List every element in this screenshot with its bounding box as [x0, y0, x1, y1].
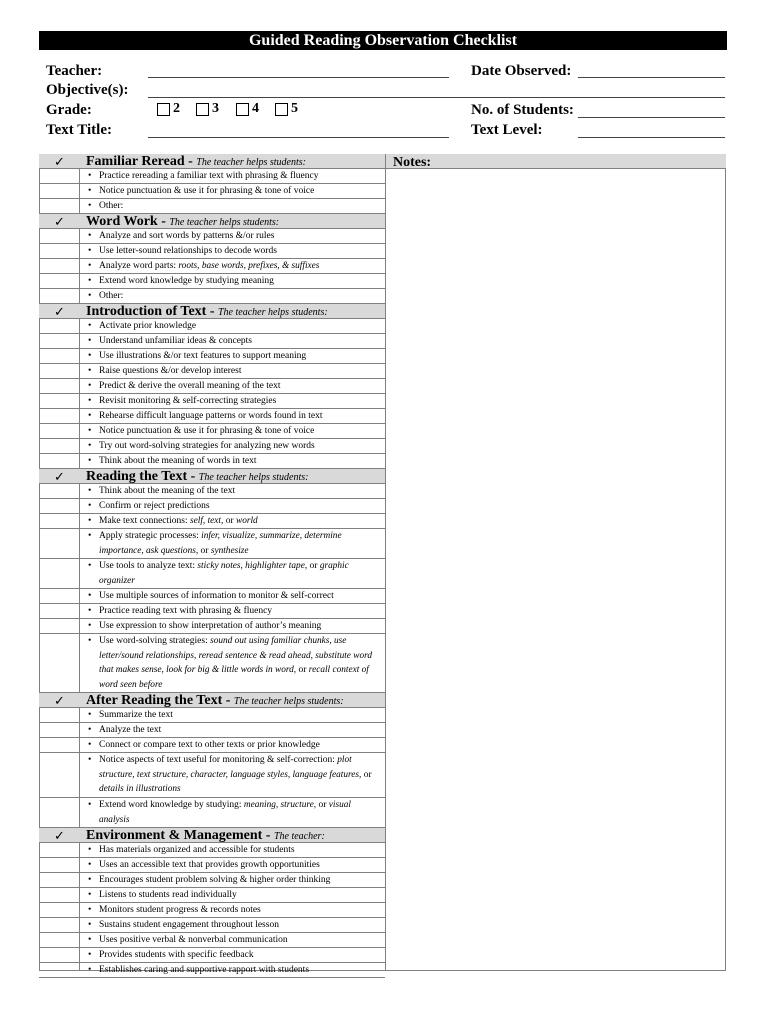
item-text: Rehearse difficult language patterns or words found in text	[99, 411, 323, 421]
bullet-icon: •	[88, 755, 92, 765]
item-text: Predict & derive the overall meaning of the text	[99, 381, 281, 391]
notes-header	[385, 154, 726, 169]
checklist-item[interactable]	[39, 559, 385, 589]
checklist-item[interactable]	[39, 229, 385, 244]
bullet-icon: •	[88, 276, 92, 286]
checklist-item[interactable]	[39, 199, 385, 214]
bullet-icon: •	[88, 800, 92, 810]
section-subtitle: The teacher helps students:	[169, 217, 280, 228]
section-title: After Reading the Text - The teacher helps students:	[86, 693, 344, 708]
item-text: Revisit monitoring & self-correcting strategies	[99, 396, 277, 406]
bullet-icon: •	[88, 860, 92, 870]
bullet-icon: •	[88, 950, 92, 960]
objective-label: Objective(s):	[46, 82, 129, 98]
checklist-item[interactable]	[39, 244, 385, 259]
section-title: Reading the Text - The teacher helps students:	[86, 469, 309, 484]
checklist-item[interactable]	[39, 499, 385, 514]
checklist-item[interactable]	[39, 843, 385, 858]
checklist-item[interactable]	[39, 259, 385, 274]
check-icon[interactable]: ✓	[54, 469, 65, 484]
text-title-field[interactable]	[148, 137, 449, 138]
bullet-icon: •	[88, 456, 92, 466]
num-students-field[interactable]	[578, 117, 725, 118]
checklist-item[interactable]	[39, 289, 385, 304]
checklist-item[interactable]	[39, 948, 385, 963]
bullet-icon: •	[88, 291, 92, 301]
date-observed-label: Date Observed:	[471, 63, 572, 79]
checklist-item[interactable]	[39, 529, 385, 559]
item-text: Provides students with specific feedback	[99, 950, 254, 960]
bullet-icon: •	[88, 935, 92, 945]
item-text: Practice rereading a familiar text with phrasing & fluency	[99, 171, 319, 181]
bullet-icon: •	[88, 426, 92, 436]
section-title: Environment & Management - The teacher:	[86, 828, 325, 843]
item-text: Other:	[99, 291, 124, 301]
grade-4-checkbox[interactable]	[236, 103, 249, 116]
checklist-item[interactable]	[39, 723, 385, 738]
bullet-icon: •	[88, 606, 92, 616]
bullet-icon: •	[88, 246, 92, 256]
item-text: Use word-solving strategies: sound out using familiar chunks, use letter/sound relationships, reread sentence & read ahead, substitute word that makes sense, look for big & little words in word, or recall context of word seen before	[99, 636, 373, 690]
bullet-icon: •	[88, 396, 92, 406]
bullet-icon: •	[88, 710, 92, 720]
text-title-label: Text Title:	[46, 122, 112, 138]
checklist-item[interactable]	[39, 634, 385, 693]
item-text: Listens to students read individually	[99, 890, 237, 900]
checklist-item[interactable]	[39, 589, 385, 604]
bullet-icon: •	[88, 321, 92, 331]
section-title: Word Work - The teacher helps students:	[86, 214, 280, 229]
item-text: Analyze word parts: roots, base words, prefixes, & suffixes	[99, 261, 320, 271]
bullet-icon: •	[88, 261, 92, 271]
section-subtitle: The teacher helps students:	[196, 157, 306, 168]
section-subtitle: The teacher:	[273, 831, 325, 842]
checklist-item[interactable]	[39, 738, 385, 753]
item-text: Analyze the text	[99, 725, 162, 735]
checklist-item[interactable]	[39, 514, 385, 529]
item-text: Extend word knowledge by studying: meaning, structure, or visual analysis	[99, 800, 351, 825]
item-text: Activate prior knowledge	[99, 321, 197, 331]
checklist-item[interactable]	[39, 918, 385, 933]
checklist-item[interactable]	[39, 903, 385, 918]
num-students-label: No. of Students:	[471, 102, 574, 118]
item-text: Use illustrations &/or text features to support meaning	[99, 351, 307, 361]
bullet-icon: •	[88, 920, 92, 930]
section-header	[39, 693, 385, 708]
checklist-item[interactable]	[39, 484, 385, 499]
grade-5-label: 5	[291, 101, 298, 116]
checklist-item[interactable]	[39, 319, 385, 334]
item-text: Summarize the text	[99, 710, 173, 720]
checklist-item[interactable]	[39, 364, 385, 379]
checklist-item[interactable]	[39, 708, 385, 723]
item-text: Confirm or reject predictions	[99, 501, 210, 511]
item-text: Practice reading text with phrasing & fluency	[99, 606, 273, 616]
grade-5-checkbox[interactable]	[275, 103, 288, 116]
item-text: Has materials organized and accessible for students	[99, 845, 295, 855]
bullet-icon: •	[88, 531, 92, 541]
bullet-icon: •	[88, 231, 92, 241]
grade-2-label: 2	[173, 101, 180, 116]
checklist-item[interactable]	[39, 454, 385, 469]
objective-field[interactable]	[148, 97, 725, 98]
bullet-icon: •	[88, 636, 92, 646]
checklist-item[interactable]	[39, 274, 385, 289]
bullet-icon: •	[88, 381, 92, 391]
bullet-icon: •	[88, 965, 92, 975]
item-text: Think about the meaning of the text	[99, 486, 236, 496]
item-text: Notice punctuation & use it for phrasing & tone of voice	[99, 186, 315, 196]
checklist-item[interactable]	[39, 184, 385, 199]
text-level-label: Text Level:	[471, 122, 543, 138]
section-header	[39, 154, 385, 169]
section-header	[39, 304, 385, 319]
checklist-item[interactable]	[39, 798, 385, 828]
item-text: Encourages student problem solving & higher order thinking	[99, 875, 331, 885]
bullet-icon: •	[88, 366, 92, 376]
section-subtitle: The teacher helps students:	[217, 307, 328, 318]
bullet-icon: •	[88, 441, 92, 451]
item-text: Try out word-solving strategies for analyzing new words	[99, 441, 315, 451]
item-text: Other:	[99, 201, 124, 211]
item-text: Raise questions &/or develop interest	[99, 366, 242, 376]
check-icon[interactable]: ✓	[54, 693, 65, 708]
teacher-field[interactable]	[148, 77, 449, 78]
item-text: Make text connections: self, text, or world	[99, 516, 258, 526]
bullet-icon: •	[88, 336, 92, 346]
item-text: Sustains student engagement throughout lesson	[99, 920, 279, 930]
checklist-item[interactable]	[39, 873, 385, 888]
bullet-icon: •	[88, 501, 92, 511]
checklist-item[interactable]	[39, 888, 385, 903]
checklist-item[interactable]	[39, 169, 385, 184]
item-text: Apply strategic processes: infer, visualize, summarize, determine importance, ask questions, or synthesize	[99, 531, 342, 556]
checklist-item[interactable]	[39, 933, 385, 948]
checklist-item[interactable]	[39, 409, 385, 424]
checklist-item[interactable]	[39, 379, 385, 394]
check-icon[interactable]: ✓	[54, 304, 65, 319]
checklist-item[interactable]	[39, 963, 385, 978]
bullet-icon: •	[88, 516, 92, 526]
item-text: Use tools to analyze text: sticky notes, highlighter tape, or graphic organizer	[99, 561, 349, 586]
grade-label: Grade:	[46, 102, 92, 118]
item-text: Use expression to show interpretation of author’s meaning	[99, 621, 322, 631]
item-text: Understand unfamiliar ideas & concepts	[99, 336, 253, 346]
grade-2-checkbox[interactable]	[157, 103, 170, 116]
date-observed-field[interactable]	[578, 77, 725, 78]
checklist-item[interactable]	[39, 439, 385, 454]
section-header	[39, 469, 385, 484]
section-subtitle: The teacher helps students:	[233, 696, 344, 707]
item-text: Uses positive verbal & nonverbal communication	[99, 935, 288, 945]
teacher-label: Teacher:	[46, 63, 103, 79]
item-text: Use multiple sources of information to monitor & self-correct	[99, 591, 334, 601]
bullet-icon: •	[88, 875, 92, 885]
notes-label: Notes:	[393, 155, 432, 170]
check-icon[interactable]: ✓	[54, 214, 65, 229]
item-text: Analyze and sort words by patterns &/or rules	[99, 231, 275, 241]
page-title: Guided Reading Observation Checklist	[39, 31, 727, 50]
grade-3-label: 3	[212, 101, 219, 116]
checklist-item[interactable]	[39, 604, 385, 619]
checklist-item[interactable]	[39, 858, 385, 873]
item-text: Use letter-sound relationships to decode words	[99, 246, 277, 256]
bullet-icon: •	[88, 411, 92, 421]
item-text: Monitors student progress & records notes	[99, 905, 261, 915]
bullet-icon: •	[88, 890, 92, 900]
grade-4-label: 4	[252, 101, 259, 116]
checklist-item[interactable]	[39, 394, 385, 409]
bullet-icon: •	[88, 486, 92, 496]
bullet-icon: •	[88, 171, 92, 181]
bullet-icon: •	[88, 201, 92, 211]
bullet-icon: •	[88, 351, 92, 361]
section-title: Introduction of Text - The teacher helps students:	[86, 304, 328, 319]
item-text: Notice punctuation & use it for phrasing & tone of voice	[99, 426, 315, 436]
bullet-icon: •	[88, 845, 92, 855]
text-level-field[interactable]	[578, 137, 725, 138]
checklist-item[interactable]	[39, 334, 385, 349]
grade-3-checkbox[interactable]	[196, 103, 209, 116]
bullet-icon: •	[88, 186, 92, 196]
bullet-icon: •	[88, 725, 92, 735]
item-text: Establishes caring and supportive rapport with students	[99, 965, 310, 975]
bullet-icon: •	[88, 905, 92, 915]
section-title: Familiar Reread - The teacher helps students:	[86, 154, 306, 169]
item-text: Connect or compare text to other texts or prior knowledge	[99, 740, 320, 750]
check-icon[interactable]: ✓	[54, 154, 65, 169]
checklist-item[interactable]	[39, 619, 385, 634]
section-header	[39, 214, 385, 229]
section-header	[39, 828, 385, 843]
section-subtitle: The teacher helps students:	[198, 472, 309, 483]
bullet-icon: •	[88, 561, 92, 571]
notes-area[interactable]	[386, 169, 725, 970]
bullet-icon: •	[88, 740, 92, 750]
bullet-icon: •	[88, 591, 92, 601]
item-text: Notice aspects of text useful for monitoring & self-correction: plot structure, text structure, character, language styles, language features, or details in illustrations	[99, 755, 372, 795]
checklist-item[interactable]	[39, 424, 385, 439]
checklist-item[interactable]	[39, 753, 385, 798]
bullet-icon: •	[88, 621, 92, 631]
item-text: Extend word knowledge by studying meaning	[99, 276, 274, 286]
check-icon[interactable]: ✓	[54, 828, 65, 843]
checklist-item[interactable]	[39, 349, 385, 364]
item-text: Uses an accessible text that provides growth opportunities	[99, 860, 320, 870]
item-text: Think about the meaning of words in text	[99, 456, 257, 466]
